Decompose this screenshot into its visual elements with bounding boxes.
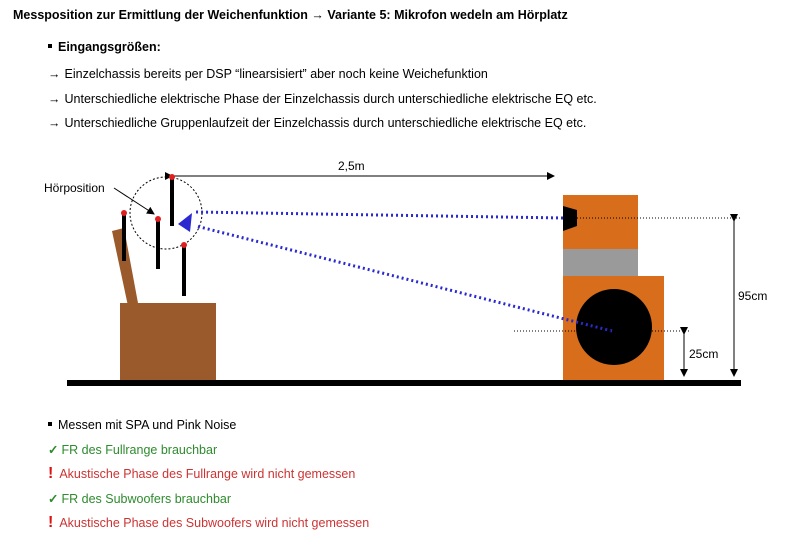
result-item [48, 465, 355, 483]
result-item [48, 442, 217, 457]
microphone [155, 216, 161, 269]
microphone [181, 242, 187, 296]
subwoofer-driver [576, 289, 652, 365]
spacer-box [563, 249, 638, 276]
signal-arrowhead-icon [178, 213, 192, 232]
result-text: Akustische Phase des Fullrange wird nicht gemessen [59, 467, 356, 481]
exclamation-icon: ! [48, 514, 54, 531]
inputs-heading-text: Eingangsgrößen: [58, 40, 161, 54]
listening-area-circle [130, 177, 202, 249]
input-item-text: Einzelchassis bereits per DSP “linearsisiert” aber noch keine Weichefunktion [64, 67, 488, 81]
input-item-text: Unterschiedliche elektrische Phase der Einzelchassis durch unterschiedliche elektrische EQ etc. [64, 92, 597, 106]
distance-label: 2,5m [338, 159, 365, 173]
square-bullet-icon [48, 422, 52, 426]
microphone [169, 174, 175, 226]
listening-position-label: Hörposition [44, 181, 105, 195]
height-label-25: 25cm [689, 347, 719, 361]
input-item-text: Unterschiedliche Gruppenlaufzeit der Einzelchassis durch unterschiedliche elektrische EQ etc. [64, 116, 587, 130]
arrow-right-icon: → [48, 92, 61, 106]
result-text: FR des Subwoofers brauchbar [61, 492, 232, 506]
chair-seat [120, 303, 216, 380]
speaker-stack [563, 195, 664, 380]
result-text: Messen mit SPA und Pink Noise [58, 418, 237, 432]
listening-position-pointer [114, 188, 154, 214]
arrow-right-icon: → [48, 116, 61, 130]
signal-path-subwoofer [196, 226, 612, 331]
chair [112, 228, 216, 380]
floor [67, 380, 741, 386]
checkmark-icon: ✓ [48, 492, 59, 506]
result-item [48, 418, 236, 432]
result-item [48, 514, 369, 532]
signal-path-fullrange [196, 212, 563, 218]
page-title: Messposition zur Ermittlung der Weichenfunktion → Variante 5: Mikrofon wedeln am Hörplatz [13, 8, 568, 22]
exclamation-icon: ! [48, 465, 54, 482]
height-label-95: 95cm [738, 289, 768, 303]
result-text: Akustische Phase des Subwoofers wird nicht gemessen [59, 516, 370, 530]
arrow-right-icon: → [48, 67, 61, 81]
checkmark-icon: ✓ [48, 443, 59, 457]
result-item [48, 491, 231, 506]
result-text: FR des Fullrange brauchbar [61, 443, 218, 457]
